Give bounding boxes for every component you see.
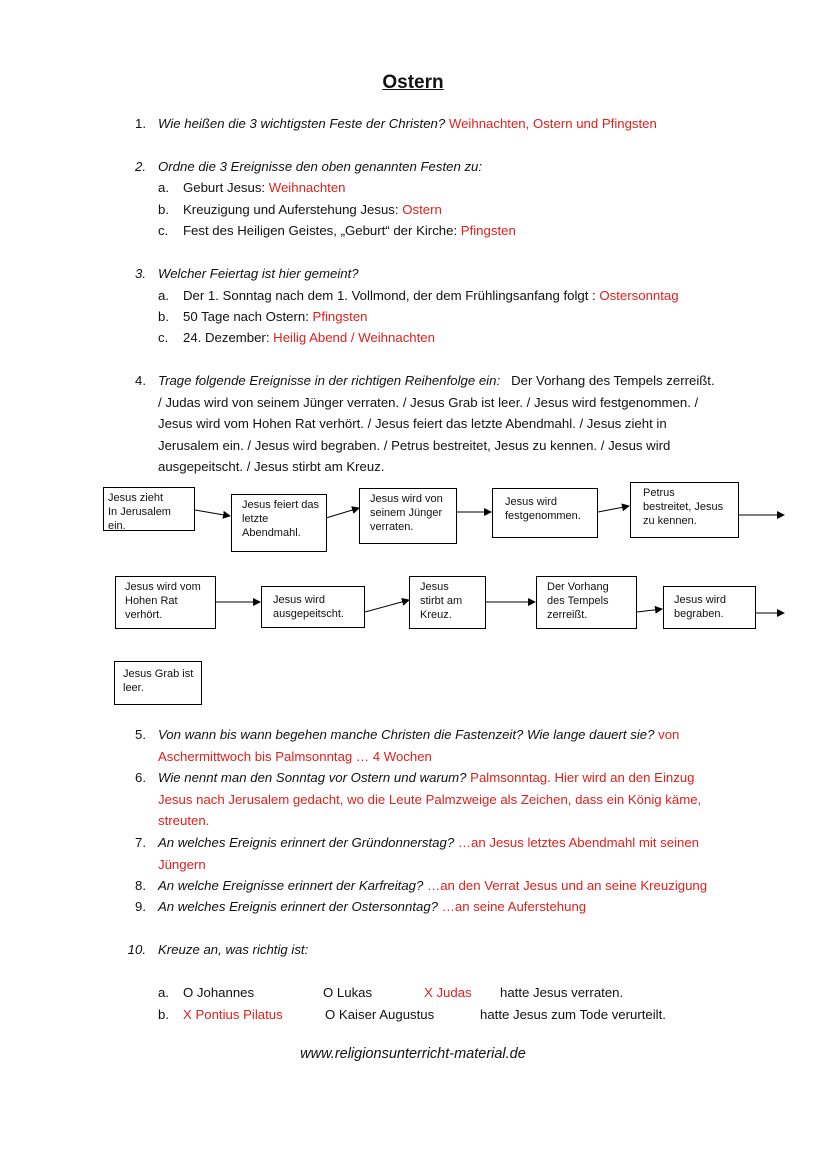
- event-box-line: leer.: [123, 682, 144, 694]
- event-box: [114, 661, 202, 705]
- q3-item-text: 50 Tage nach Ostern:: [183, 309, 309, 324]
- q2-item-text: Geburt Jesus:: [183, 180, 266, 195]
- event-box-line: verhört.: [125, 609, 163, 621]
- q8-line: [158, 878, 707, 893]
- q3-item-answer: Pfingsten: [312, 309, 368, 324]
- footer-url[interactable]: www.religionsunterricht-material.de: [300, 1046, 526, 1062]
- event-box-line: In Jerusalem ein.: [108, 506, 171, 531]
- q7-line: [158, 835, 699, 850]
- q5-number: 5.: [135, 727, 146, 742]
- event-box: [359, 488, 457, 544]
- q6-line: [158, 770, 694, 785]
- event-box-line: Jesus wird vom: [125, 581, 201, 593]
- q10-a-letter: a.: [158, 985, 169, 1000]
- event-box-line: Jesus wird: [273, 594, 325, 606]
- event-box-line: stirbt am: [420, 595, 463, 607]
- q5-line: [158, 727, 679, 742]
- event-box-line: festgenommen.: [505, 510, 581, 522]
- event-box-line: bestreitet, Jesus: [643, 501, 724, 513]
- q9-number: 9.: [135, 899, 146, 914]
- arrow: [598, 506, 629, 512]
- arrow: [637, 609, 662, 612]
- event-box-line: Kreuz.: [420, 609, 452, 621]
- q10-b-suffix: hatte Jesus zum Tode verurteilt.: [480, 1007, 666, 1022]
- q6-answer: Palmsonntag. Hier wird an den Einzug: [470, 770, 695, 785]
- q10-a-option: O Johannes: [183, 985, 255, 1000]
- q5-question: Von wann bis wann begehen manche Christen die Fastenzeit? Wie lange dauert sie?: [158, 727, 655, 742]
- q10-question: Kreuze an, was richtig ist:: [158, 942, 309, 957]
- q4-events: ausgepeitscht. / Jesus stirbt am Kreuz.: [158, 459, 385, 474]
- q6-question: Wie nennt man den Sonntag vor Ostern und warum?: [158, 770, 467, 785]
- event-box-line: Der Vorhang: [547, 581, 609, 593]
- q2-item-answer: Pfingsten: [460, 223, 516, 238]
- q3-question: Welcher Feiertag ist hier gemeint?: [158, 266, 359, 281]
- event-box-line: Jesus wird: [505, 496, 557, 508]
- q10-b-option: O Kaiser Augustus: [325, 1007, 435, 1022]
- q2-item-letter: a.: [158, 180, 169, 195]
- q6-answer: streuten.: [158, 813, 210, 828]
- q6-number: 6.: [135, 770, 146, 785]
- event-box-line: Jesus: [420, 581, 449, 593]
- arrow: [195, 510, 230, 516]
- q7-answer: Jüngern: [158, 857, 206, 872]
- q3-item-letter: c.: [158, 330, 169, 345]
- q10-b-letter: b.: [158, 1007, 169, 1022]
- event-box: [103, 487, 195, 531]
- q2-question: Ordne die 3 Ereignisse den oben genannten Festen zu:: [158, 159, 483, 174]
- q3-item-letter: a.: [158, 288, 169, 303]
- q2-item-letter: b.: [158, 202, 169, 217]
- event-box-line: Jesus zieht: [108, 492, 164, 504]
- q10-number: 10.: [127, 942, 146, 957]
- event-box: [536, 576, 637, 629]
- q1-question: Wie heißen die 3 wichtigsten Feste der Christen?: [158, 116, 446, 131]
- q9-line: [158, 899, 586, 914]
- q3-item-text: 24. Dezember:: [183, 330, 270, 345]
- q7-question: An welches Ereignis erinnert der Gründonnerstag?: [158, 835, 455, 850]
- event-box-line: ausgepeitscht.: [273, 608, 344, 620]
- event-box-line: zerreißt.: [547, 609, 588, 621]
- q4-events: / Judas wird von seinem Jünger verraten. / Jesus Grab ist leer. / Jesus wird festgenommen. /: [158, 395, 699, 410]
- q7-number: 7.: [135, 835, 146, 850]
- q2-item-answer: Ostern: [402, 202, 442, 217]
- event-box: [231, 494, 327, 552]
- q10-a-suffix: hatte Jesus verraten.: [500, 985, 624, 1000]
- event-box: [261, 586, 365, 628]
- event-box-line: verraten.: [370, 521, 414, 533]
- q2-item-text: Kreuzigung und Auferstehung Jesus:: [183, 202, 399, 217]
- q2-item-answer: Weihnachten: [268, 180, 346, 195]
- event-box-line: begraben.: [674, 608, 724, 620]
- event-box-line: zu kennen.: [643, 515, 697, 527]
- event-box: [409, 576, 486, 629]
- event-box: [630, 482, 739, 538]
- q10-b-option-checked: X Pontius Pilatus: [183, 1007, 283, 1022]
- event-box-line: Petrus: [643, 487, 675, 499]
- event-box-line: Jesus Grab ist: [123, 668, 194, 680]
- q5-answer: von: [658, 727, 680, 742]
- q3-number: 3.: [135, 266, 146, 281]
- q3-item-answer: Ostersonntag: [599, 288, 679, 303]
- q4-events: Jesus wird vom Hohen Rat verhört. / Jesus feiert das letzte Abendmahl. / Jesus zieht in: [158, 416, 667, 431]
- q2-item-text: Fest des Heiligen Geistes, „Geburt“ der Kirche:: [183, 223, 458, 238]
- q4-events: Jerusalem ein. / Jesus wird begraben. / Petrus bestreitet, Jesus zu kennen. / Jesus wird: [158, 438, 671, 453]
- q8-number: 8.: [135, 878, 146, 893]
- event-box-line: Jesus wird: [674, 594, 726, 606]
- q9-answer: …an seine Auferstehung: [441, 899, 587, 914]
- event-box-line: letzte: [242, 513, 269, 525]
- q6-answer: Jesus nach Jerusalem gedacht, wo die Leute Palmzweige als Zeichen, dass ein König käme,: [158, 792, 702, 807]
- event-box-line: Jesus feiert das: [242, 499, 320, 511]
- q2-number: 2.: [135, 159, 146, 174]
- event-box-line: Hohen Rat: [125, 595, 178, 607]
- q7-answer: …an Jesus letztes Abendmahl mit seinen: [457, 835, 699, 850]
- q3-item-answer: Heilig Abend / Weihnachten: [273, 330, 435, 345]
- q4-events: Der Vorhang des Tempels zerreißt.: [511, 373, 715, 388]
- q3-item-letter: b.: [158, 309, 169, 324]
- event-box-line: Jesus wird von: [370, 493, 443, 505]
- q4-question: Trage folgende Ereignisse in der richtigen Reihenfolge ein:: [158, 373, 501, 388]
- q1-number: 1.: [135, 116, 146, 131]
- q10-a-option: O Lukas: [323, 985, 373, 1000]
- q1-answer: Weihnachten, Ostern und Pfingsten: [448, 116, 657, 131]
- event-box: [663, 586, 756, 629]
- event-box-line: des Tempels: [547, 595, 609, 607]
- q5-answer: Aschermittwoch bis Palmsonntag … 4 Wochen: [158, 749, 432, 764]
- arrow: [326, 508, 359, 518]
- q10-a-option-checked: X Judas: [424, 985, 472, 1000]
- q8-question: An welche Ereignisse erinnert der Karfreitag?: [158, 878, 424, 893]
- page-title: Ostern: [382, 72, 444, 93]
- event-box: [115, 576, 216, 629]
- q3-item-text: Der 1. Sonntag nach dem 1. Vollmond, der dem Frühlingsanfang folgt :: [183, 288, 596, 303]
- q2-item-letter: c.: [158, 223, 169, 238]
- event-box: [492, 488, 598, 538]
- q4-number: 4.: [135, 373, 146, 388]
- q9-question: An welches Ereignis erinnert der Ostersonntag?: [158, 899, 439, 914]
- q8-answer: …an den Verrat Jesus und an seine Kreuzigung: [427, 878, 708, 893]
- event-box-line: seinem Jünger: [370, 507, 443, 519]
- arrow: [365, 600, 409, 612]
- event-box-line: Abendmahl.: [242, 527, 301, 539]
